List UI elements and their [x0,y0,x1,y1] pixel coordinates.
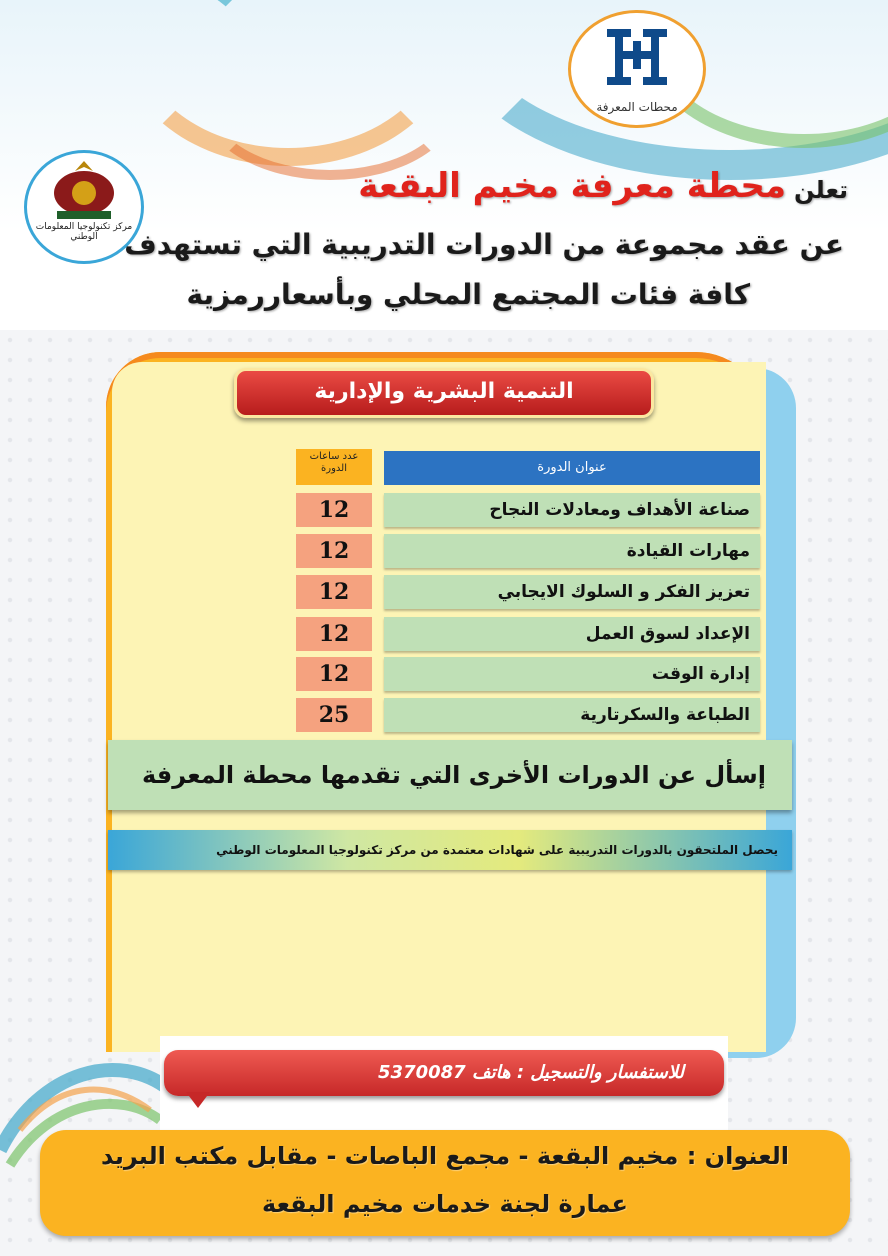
title-column-header: عنوان الدورة [384,451,760,485]
course-title: إدارة الوقت [384,657,760,691]
station-name: محطة معرفة مخيم البقعة [358,166,786,206]
course-title: مهارات القيادة [384,534,760,568]
contact-bar: للاستفسار والتسجيل : هاتف 5370087 [164,1050,724,1096]
address-line-2: عمارة لجنة خدمات مخيم البقعة [262,1190,628,1218]
course-title: الطباعة والسكرتارية [384,698,760,732]
other-courses-banner: إسأل عن الدورات الأخرى التي تقدمها محطة المعرفة [108,740,792,810]
course-hours: 12 [296,657,372,691]
hours-column-header: عدد ساعات الدورة [296,449,372,485]
knowledge-logo-label: محطات المعرفة [596,100,678,114]
course-hours: 12 [296,534,372,568]
category-banner: التنمية البشرية والإدارية [234,368,654,418]
crest-icon [27,153,141,233]
address-line-1: العنوان : مخيم البقعة - مجمع الباصات - مقابل مكتب البريد [100,1142,790,1170]
course-hours: 25 [296,698,372,732]
course-title: الإعداد لسوق العمل [384,617,760,651]
course-title: تعزيز الفكر و السلوك الايجابي [384,575,760,609]
subtitle-line-1: عن عقد مجموعة من الدورات التدريبية التي تستهدف [124,228,844,261]
announce-word: تعلن [794,176,848,204]
course-hours: 12 [296,617,372,651]
certificate-note: يحصل الملتحقون بالدورات التدريبية على شهادات معتمدة من مركز تكنولوجيا المعلومات الوطني [108,830,792,870]
course-hours: 12 [296,493,372,527]
crest-label: مركز تكنولوجيا المعلومات الوطني [35,222,133,242]
course-hours: 12 [296,575,372,609]
course-title: صناعة الأهداف ومعادلات النجاح [384,493,760,527]
contact-bar-tail [186,1092,210,1108]
subtitle-line-2: كافة فئات المجتمع المحلي وبأسعاررمزية [186,278,750,311]
